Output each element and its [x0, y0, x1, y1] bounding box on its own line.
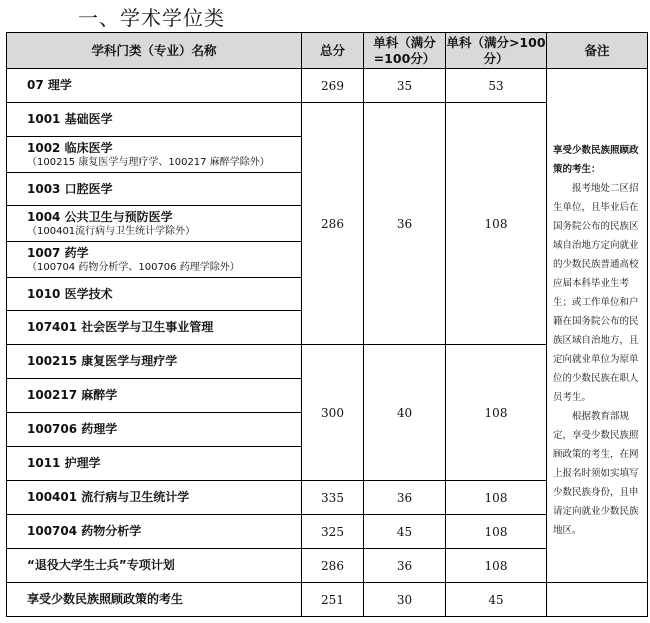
header-name: 学科门类（专业）名称 [7, 33, 302, 69]
total-score: 286 [302, 549, 364, 583]
header-row [7, 33, 648, 69]
row-name: 享受少数民族照顾政策的考生 [7, 583, 302, 617]
total-score: 325 [302, 515, 364, 549]
row-name: “退役大学生士兵”专项计划 [7, 549, 302, 583]
total-score: 286 [302, 103, 364, 345]
single-score-gt100: 45 [446, 583, 547, 617]
single-score-le100: 35 [364, 69, 446, 103]
score-table [6, 32, 648, 617]
total-score: 335 [302, 481, 364, 515]
section-title: 一、学术学位类 [78, 6, 225, 30]
row-name: 100706 药理学 [7, 413, 302, 447]
notes-heading: 享受少数民族照顾政策的考生： [553, 145, 639, 175]
single-score-le100: 36 [364, 549, 446, 583]
header-single-le100: 单科（满分=100分） [364, 33, 446, 69]
row-name: 1007 药学 （100704 药物分析学、100706 药理学除外） [7, 242, 302, 278]
header-notes: 备注 [547, 33, 648, 69]
total-score: 300 [302, 345, 364, 481]
single-score-le100: 30 [364, 583, 446, 617]
row-name: 1011 护理学 [7, 447, 302, 481]
row-name: 1010 医学技术 [7, 278, 302, 311]
notes-blank-cell [547, 583, 648, 617]
total-score: 269 [302, 69, 364, 103]
row-name: 100215 康复医学与理疗学 [7, 345, 302, 379]
row-name: 07 理学 [7, 69, 302, 103]
row-name: 1002 临床医学 （100215 康复医学与理疗学、100217 麻醉学除外） [7, 137, 302, 173]
single-score-gt100: 108 [446, 549, 547, 583]
single-score-gt100: 53 [446, 69, 547, 103]
row-name: 100401 流行病与卫生统计学 [7, 481, 302, 515]
table-row [7, 583, 648, 617]
row-name: 100217 麻醉学 [7, 379, 302, 413]
row-name: 107401 社会医学与卫生事业管理 [7, 311, 302, 345]
total-score: 251 [302, 583, 364, 617]
single-score-gt100: 108 [446, 103, 547, 345]
notes-cell [547, 69, 648, 583]
single-score-gt100: 108 [446, 515, 547, 549]
single-score-le100: 36 [364, 103, 446, 345]
single-score-gt100: 108 [446, 481, 547, 515]
row-name: 100704 药物分析学 [7, 515, 302, 549]
notes-paragraph-1: 报考地处二区招生单位，且毕业后在国务院公布的民族区域自治地方定向就业的少数民族普通高校应届本科毕业生考生；或工作单位和户籍在国务院公布的民族区域自治地方，且定向就业单位为原单位的少数民族在职人员考生。 [553, 183, 639, 403]
notes-paragraph-2: 根据教育部规定，享受少数民族照顾政策的考生，在网上报名时须如实填写少数民族身份，且申请定向就业少数民族地区。 [553, 411, 639, 536]
single-score-le100: 40 [364, 345, 446, 481]
table-row [7, 69, 648, 103]
single-score-le100: 45 [364, 515, 446, 549]
header-single-gt100: 单科（满分>100分） [446, 33, 547, 69]
header-total: 总分 [302, 33, 364, 69]
single-score-gt100: 108 [446, 345, 547, 481]
row-name: 1001 基础医学 [7, 103, 302, 137]
single-score-le100: 36 [364, 481, 446, 515]
row-name: 1003 口腔医学 [7, 173, 302, 206]
row-name: 1004 公共卫生与预防医学 （100401流行病与卫生统计学除外） [7, 206, 302, 242]
